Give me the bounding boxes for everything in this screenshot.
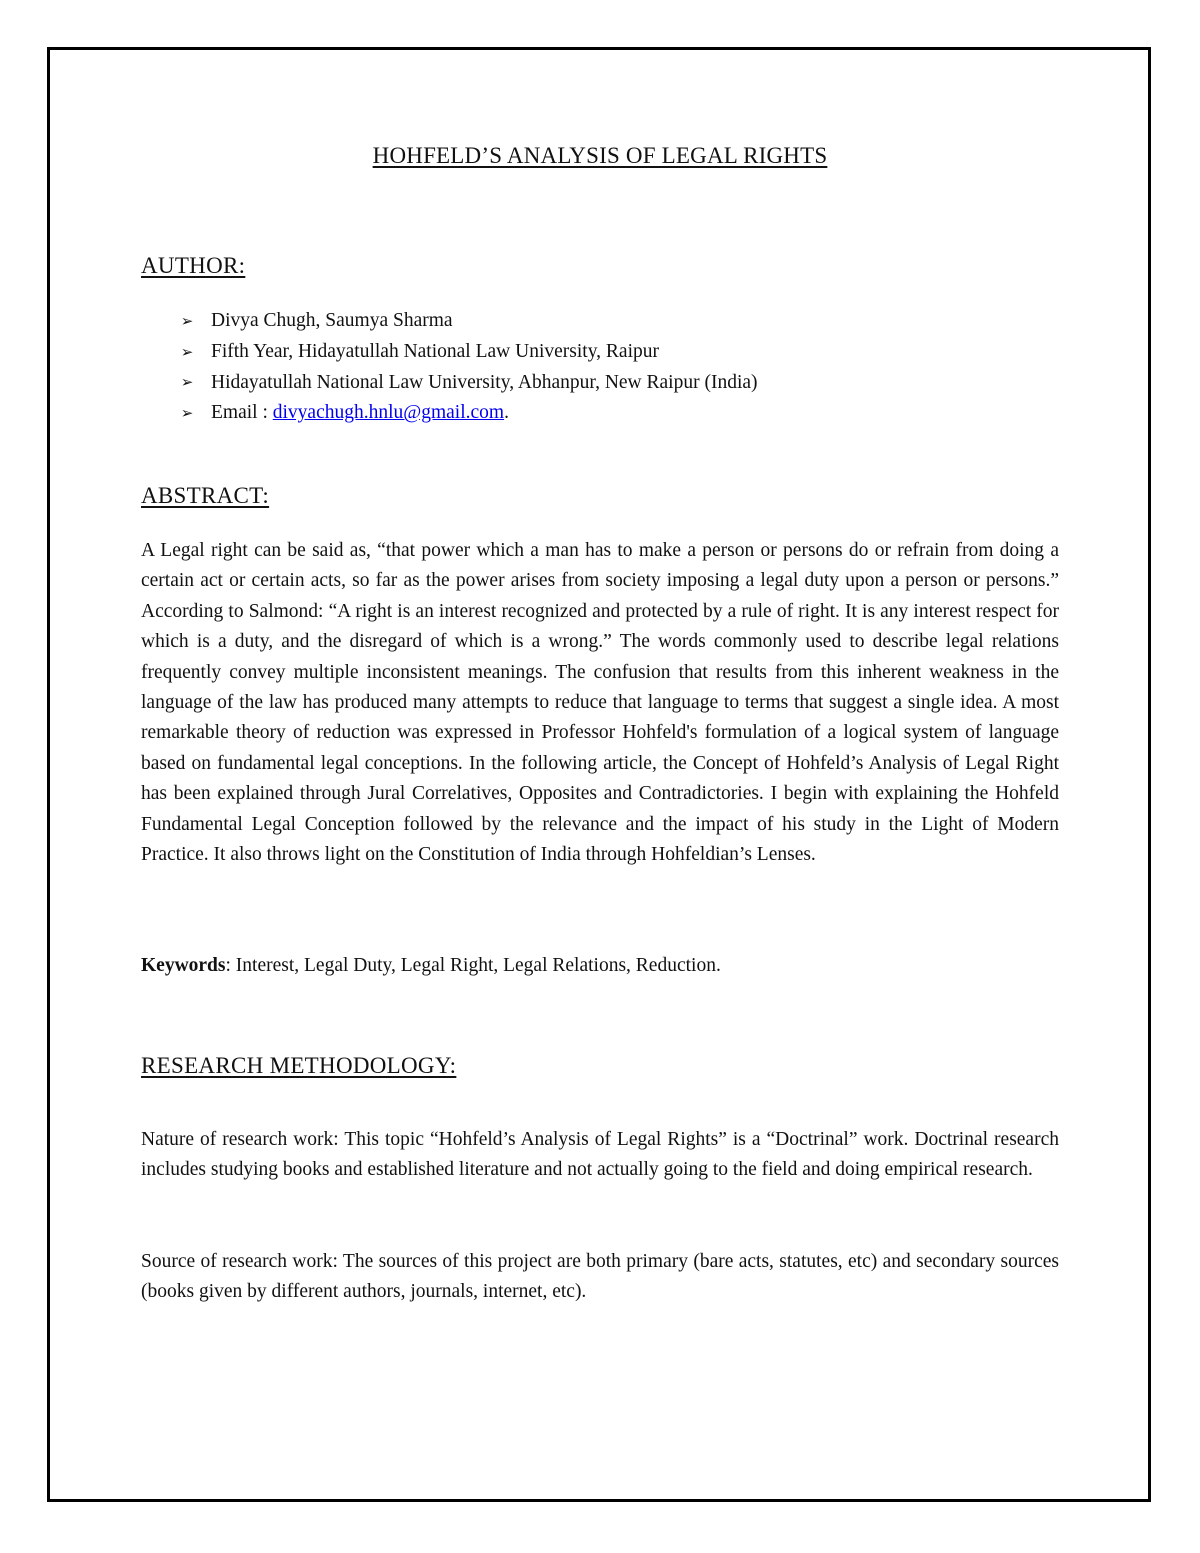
email-suffix: . [504,402,509,424]
list-item [141,367,758,398]
keywords-line [141,951,1059,981]
author-institution: Hidayatullah National Law University, Abhanpur, New Raipur (India) [211,371,758,393]
abstract-heading: ABSTRACT: [141,483,270,508]
author-list [141,306,758,429]
abstract-body: A Legal right can be said as, “that power which a man has to make a person or persons do or refrain from doing a certain act or certain acts, so far as the power arises from society imposing a legal duty upon a person or persons.” According to Salmond: “A right is an interest recognized and protected by a rule of right. It is any interest respect for which is a duty, and the disregard of which is a wrong.” The words commonly used to describe legal relations frequently convey multiple inconsistent meanings. The confusion that results from this inherent weakness in the language of the law has produced many attempts to reduce that language to terms that suggest a single idea. A most remarkable theory of reduction was expressed in Professor Hohfeld's formulation of a logical system of language based on fundamental legal conceptions. In the following article, the Concept of Hohfeld’s Analysis of Legal Right has been explained through Jural Correlatives, Opposites and Contradictories. I begin with explaining the Hohfeld Fundamental Legal Conception followed by the relevance and the impact of his study in the Light of Modern Practice. It also throws light on the Constitution of India through Hohfeldian’s Lenses. [141,540,1059,866]
methodology-nature: Nature of research work: This topic “Hohfeld’s Analysis of Legal Rights” is a “Doctrinal” work. Doctrinal research includes studying books and established literature and not actually going to the field and doing empirical research. [141,1129,1059,1181]
document-title: HOHFELD’S ANALYSIS OF LEGAL RIGHTS [372,143,828,168]
list-item [141,337,758,368]
methodology-heading: RESEARCH METHODOLOGY: [141,1053,457,1078]
author-heading: AUTHOR: [141,253,246,278]
methodology-source: Source of research work: The sources of this project are both primary (bare acts, statutes, etc) and secondary sources (books given by different authors, journals, internet, etc). [141,1251,1059,1303]
keywords-text: : Interest, Legal Duty, Legal Right, Legal Relations, Reduction. [225,955,721,976]
keywords-label: Keywords [141,955,226,976]
list-item [141,398,758,429]
author-names: Divya Chugh, Saumya Sharma [211,310,453,332]
arrow-bullet-icon: ➢ [180,344,194,361]
list-item [141,306,758,337]
arrow-bullet-icon: ➢ [180,313,194,330]
email-label: Email : [211,402,273,424]
email-link[interactable]: divyachugh.hnlu@gmail.com [272,402,505,424]
arrow-bullet-icon: ➢ [180,375,194,392]
author-year: Fifth Year, Hidayatullah National Law University, Raipur [211,341,659,363]
arrow-bullet-icon: ➢ [180,405,194,422]
